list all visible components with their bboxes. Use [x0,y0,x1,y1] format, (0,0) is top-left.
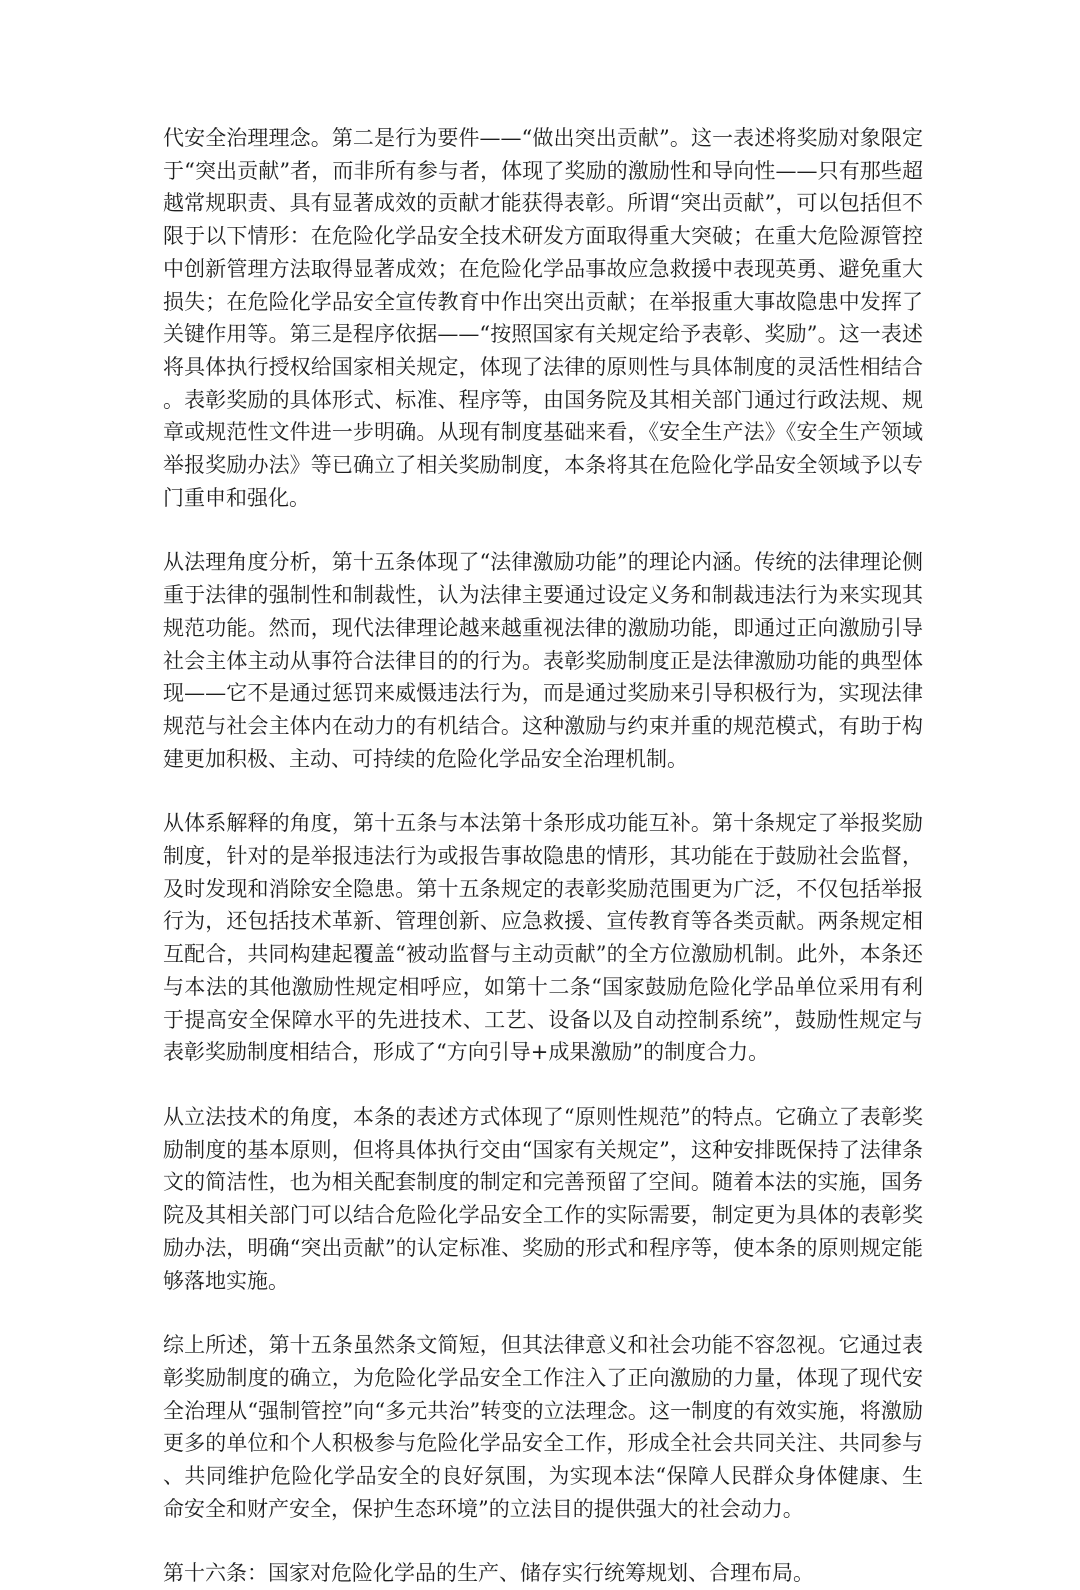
document-body [163,122,923,1590]
paragraph-outstanding-contribution: 代安全治理理念。第二是行为要件——“做出突出贡献”。这一表述将奖励对象限定于“突出贡献”者，而非所有参与者，体现了奖励的激励性和导向性——只有那些超越常规职责、具有显著成效的贡献才能获得表彰。所谓“突出贡献”，可以包括但不限于以下情形：在危险化学品安全技术研发方面取得重大突破；在重大危险源管控中创新管理方法取得显著成效；在危险化学品事故应急救援中表现英勇、避免重大损失；在危险化学品安全宣传教育中作出突出贡献；在举报重大事故隐患中发挥了关键作用等。第三是程序依据——“按照国家有关规定给予表彰、奖励”。这一表述将具体执行授权给国家相关规定，体现了法律的原则性与具体制度的灵活性相结合。表彰奖励的具体形式、标准、程序等，由国务院及其相关部门通过行政法规、规章或规范性文件进一步明确。从现有制度基础来看，《安全生产法》《安全生产领域举报奖励办法》等已确立了相关奖励制度，本条将其在危险化学品安全领域予以专门重申和强化。 [163,126,923,510]
article-16-heading: 第十六条：国家对危险化学品的生产、储存实行统筹规划、合理布局。 [163,1561,814,1586]
paragraph-legislative-technique: 从立法技术的角度，本条的表述方式体现了“原则性规范”的特点。它确立了表彰奖励制度的基本原则，但将具体执行交由“国家有关规定”，这种安排既保持了法律条文的简洁性，也为相关配套制度的制定和完善预留了空间。随着本法的实施，国务院及其相关部门可以结合危险化学品安全工作的实际需要，制定更为具体的表彰奖励办法，明确“突出贡献”的认定标准、奖励的形式和程序等，使本条的原则规定能够落地实施。 [163,1104,923,1293]
paragraph-systematic-interpretation: 从体系解释的角度，第十五条与本法第十条形成功能互补。第十条规定了举报奖励制度，针对的是举报违法行为或报告事故隐患的情形，其功能在于鼓励社会监督，及时发现和消除安全隐患。第十五条规定的表彰奖励范围更为广泛，不仅包括举报行为，还包括技术革新、管理创新、应急救援、宣传教育等各类贡献。两条规定相互配合，共同构建起覆盖“被动监督与主动贡献”的全方位激励机制。此外，本条还与本法的其他激励性规定相呼应，如第十二条“国家鼓励危险化学品单位采用有利于提高安全保障水平的先进技术、工艺、设备以及自动控制系统”，鼓励性规定与表彰奖励制度相结合，形成了“方向引导+成果激励”的制度合力。 [163,811,923,1065]
paragraph-summary: 综上所述，第十五条虽然条文简短，但其法律意义和社会功能不容忽视。它通过表彰奖励制度的确立，为危险化学品安全工作注入了正向激励的力量，体现了现代安全治理从“强制管控”向“多元共治”转变的立法理念。这一制度的有效实施，将激励更多的单位和个人积极参与危险化学品安全工作，形成全社会共同关注、共同参与、共同维护危险化学品安全的良好氛围，为实现本法“保障人民群众身体健康、生命安全和财产安全，保护生态环境”的立法目的提供强大的社会动力。 [163,1333,923,1521]
paragraph-legal-incentive-function: 从法理角度分析，第十五条体现了“法律激励功能”的理论内涵。传统的法律理论侧重于法律的强制性和制裁性，认为法律主要通过设定义务和制裁违法行为来实现其规范功能。然而，现代法律理论越来越重视法律的激励功能，即通过正向激励引导社会主体主动从事符合法律目的的行为。表彰奖励制度正是法律激励功能的典型体现——它不是通过惩罚来威慑违法行为，而是通过奖励来引导积极行为，实现法律规范与社会主体内在动力的有机结合。这种激励与约束并重的规范模式，有助于构建更加积极、主动、可持续的危险化学品安全治理机制。 [163,550,923,771]
